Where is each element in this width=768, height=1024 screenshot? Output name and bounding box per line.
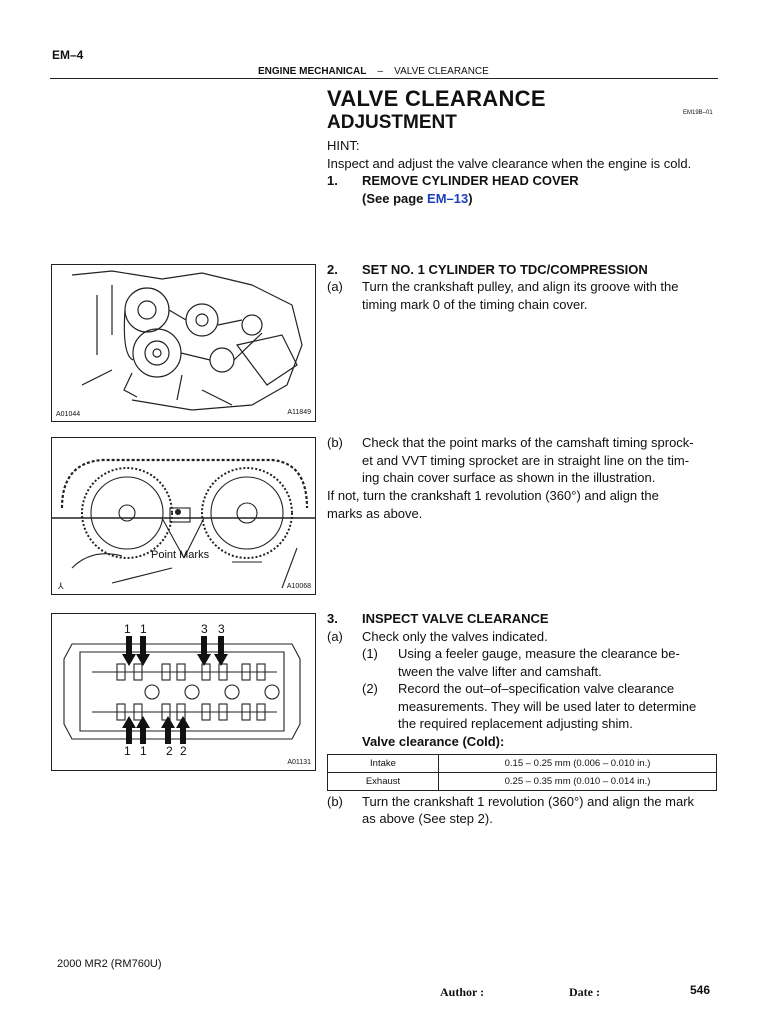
step3-title: INSPECT VALVE CLEARANCE: [362, 611, 549, 626]
table-row: [328, 755, 717, 773]
step2-title: SET NO. 1 CYLINDER TO TDC/COMPRESSION: [362, 262, 648, 277]
valve-label-bottom-4: 2: [180, 744, 187, 758]
step3-sub2-line1: Record the out–of–specification valve clearance: [398, 681, 675, 696]
timing-chain-illustration: [52, 438, 315, 594]
valve-clearance-heading: Valve clearance (Cold):: [362, 734, 505, 749]
footer-author-label: Author :: [440, 985, 485, 999]
figure3-right-code: A01131: [287, 759, 311, 766]
step2-number: 2.: [327, 262, 338, 277]
table-cell-value: 0.25 – 0.35 mm (0.010 – 0.014 in.): [439, 773, 717, 791]
header-rule: [50, 78, 718, 79]
step2a-line1: Turn the crankshaft pulley, and align its groove with the: [362, 279, 679, 294]
section-header: [258, 66, 489, 77]
figure2-right-code: A10068: [286, 583, 311, 590]
figure-crankshaft-pulley: [51, 264, 316, 422]
step2a-line2: timing mark 0 of the timing chain cover.: [362, 297, 588, 312]
see-suffix: ): [468, 191, 473, 206]
step2-note-line1: If not, turn the crankshaft 1 revolution (360°) and align the: [327, 488, 659, 503]
footer-model: 2000 MR2 (RM760U): [57, 958, 162, 970]
section-name: ENGINE MECHANICAL: [258, 66, 367, 77]
section-separator: –: [377, 66, 384, 77]
figure2-corner-icon: ⅄: [58, 581, 64, 591]
section-topic: VALVE CLEARANCE: [394, 66, 489, 77]
step2b-label: (b): [327, 435, 343, 450]
step3a-label: (a): [327, 629, 343, 644]
valve-clearance-table: [327, 754, 717, 791]
table-cell-name: Exhaust: [328, 773, 439, 791]
step2-note-line2: marks as above.: [327, 506, 423, 521]
step3-sub1-label: (1): [362, 646, 378, 661]
figure-valve-layout: [51, 613, 316, 771]
page-subtitle: ADJUSTMENT: [327, 112, 457, 133]
step3-number: 3.: [327, 611, 338, 626]
doc-code: EM19B–01: [683, 110, 713, 116]
valve-label-top-1: 1: [124, 622, 131, 636]
valve-label-top-4: 3: [218, 622, 225, 636]
hint-label: HINT:: [327, 138, 360, 153]
step3a-text: Check only the valves indicated.: [362, 629, 548, 644]
step1-number: 1.: [327, 173, 338, 188]
step3b-line1: Turn the crankshaft 1 revolution (360°) and align the mark: [362, 794, 695, 809]
table-row: [328, 773, 717, 791]
valve-label-bottom-2: 1: [140, 744, 147, 758]
page-title: VALVE CLEARANCE: [327, 86, 546, 111]
page-number: 546: [690, 983, 711, 997]
step3b-label: (b): [327, 794, 343, 809]
table-cell-value: 0.15 – 0.25 mm (0.006 – 0.010 in.): [439, 755, 717, 773]
step3-sub2-line2: measurements. They will be used later to determine: [398, 699, 697, 714]
see-prefix: (See page: [362, 191, 428, 206]
step3-sub1-line1: Using a feeler gauge, measure the clearance be-: [398, 646, 680, 661]
valve-label-top-2: 1: [140, 622, 147, 636]
step2b-line1: Check that the point marks of the camshaft timing sprock-: [362, 435, 694, 450]
step3b-line2: as above (See step 2).: [362, 811, 493, 826]
footer-date-label: Date :: [569, 985, 600, 999]
step3-sub2-line3: the required replacement adjusting shim.: [398, 716, 633, 731]
figure1-left-code: A01044: [56, 411, 81, 418]
figure1-right-code: A11849: [287, 409, 311, 416]
step2b-line3: ing chain cover surface as shown in the illustration.: [362, 470, 656, 485]
valve-label-top-3: 3: [201, 622, 208, 636]
point-marks-callout: Point Marks: [151, 549, 210, 561]
hint-text: Inspect and adjust the valve clearance when the engine is cold.: [327, 156, 692, 171]
step1-see-page: [362, 190, 473, 208]
crankshaft-pulley-illustration: [52, 265, 315, 421]
step1-title: REMOVE CYLINDER HEAD COVER: [362, 173, 579, 188]
valve-label-bottom-1: 1: [124, 744, 131, 758]
step3-sub1-line2: tween the valve lifter and camshaft.: [398, 664, 602, 679]
step3-sub2-label: (2): [362, 681, 378, 696]
page-link-em13[interactable]: EM–13: [427, 191, 469, 206]
valve-label-bottom-3: 2: [166, 744, 173, 758]
step2a-label: (a): [327, 279, 343, 294]
step2b-line2: et and VVT timing sprocket are in straight line on the tim-: [362, 453, 690, 468]
table-cell-name: Intake: [328, 755, 439, 773]
figure-timing-chain: [51, 437, 316, 595]
page-code: EM–4: [52, 48, 84, 62]
